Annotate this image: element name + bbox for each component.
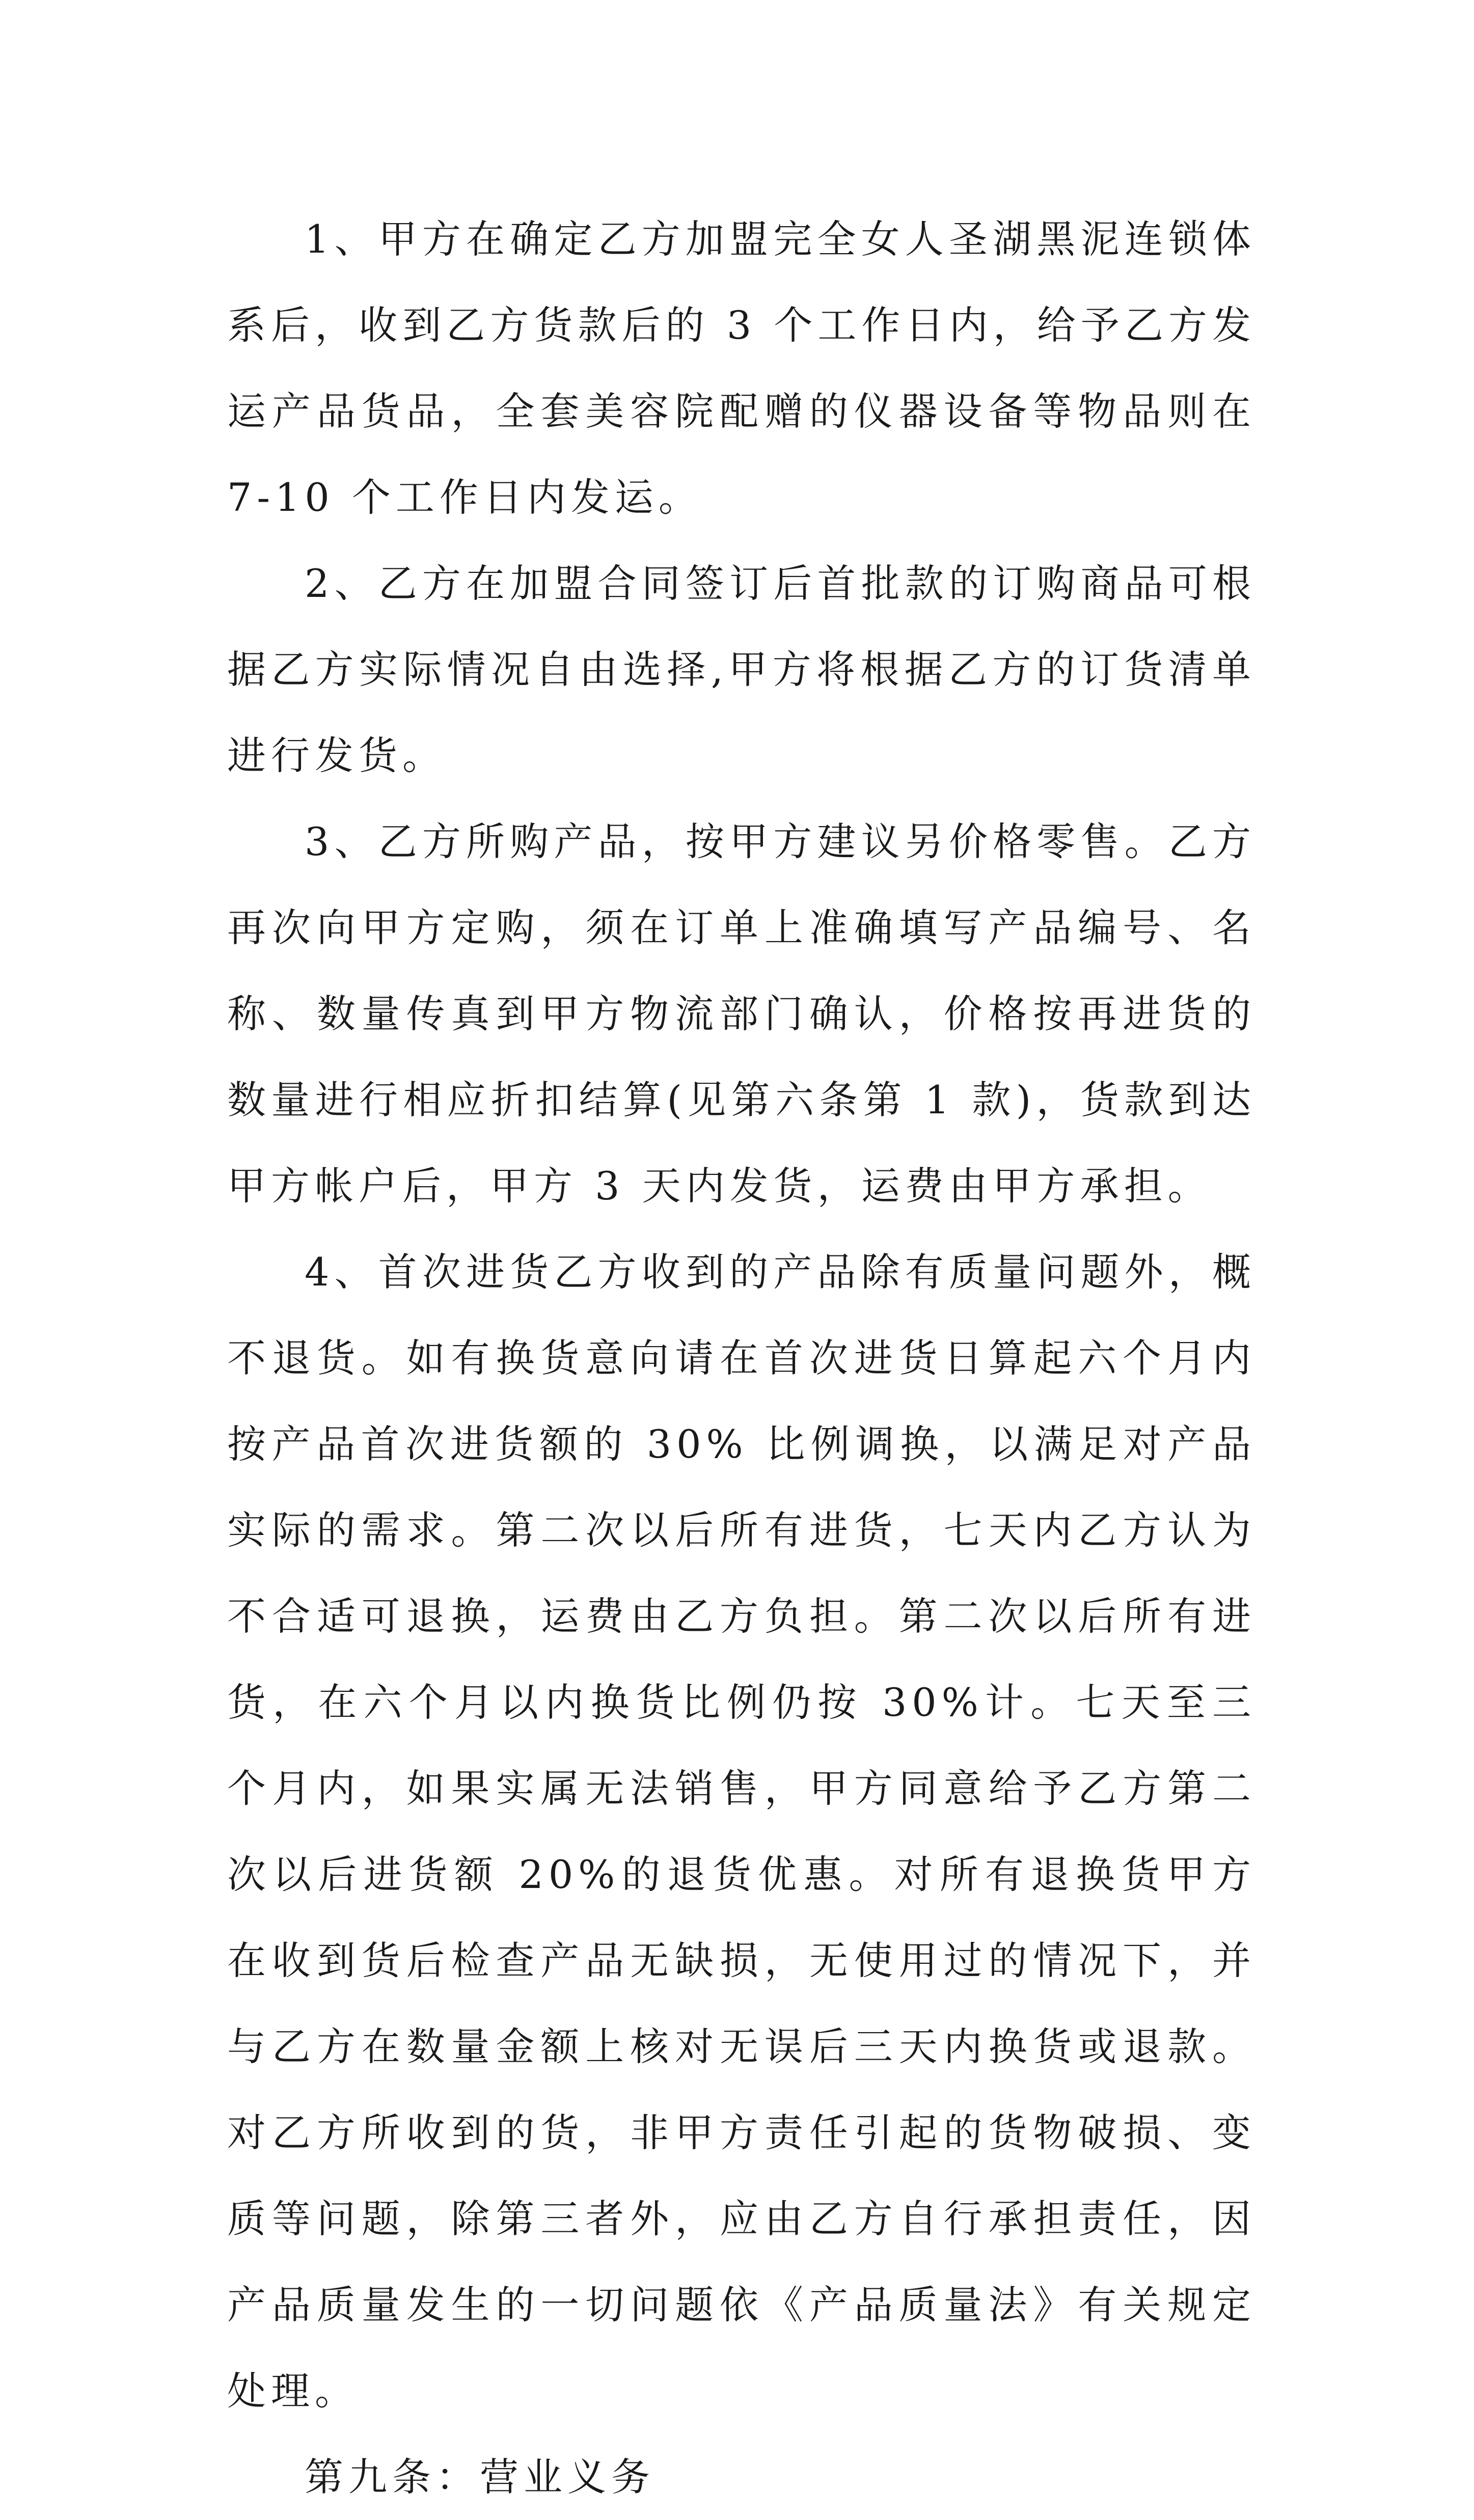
clause-2-paragraph: 2、乙方在加盟合同签订后首批款的订购商品可根据乙方实际情况自由选择,甲方将根据乙方的订货清单进行发货。 bbox=[227, 561, 1256, 778]
document-body bbox=[227, 196, 1256, 2520]
clause-3-paragraph: 3、乙方所购产品，按甲方建议另价格零售。乙方再次向甲方定购，须在订单上准确填写产品编号、名称、数量传真到甲方物流部门确认，价格按再进货的数量进行相应折扣结算(见第六条第 1 款)，货款到达甲方帐户后，甲方 3 天内发货，运费由甲方承担。 bbox=[227, 819, 1256, 1209]
clause-1-paragraph: 1、甲方在确定乙方加盟完全女人圣湖黑泥连锁体系后，收到乙方货款后的 3 个工作日内，给予乙方发运产品货品，全套美容院配赠的仪器设备等物品则在 7-10 个工作日内发运。 bbox=[227, 216, 1256, 520]
article-9-heading: 第九条：营业义务 bbox=[305, 2454, 655, 2500]
clause-4-paragraph: 4、首次进货乙方收到的产品除有质量问题外，概不退货。如有换货意向请在首次进货日算起六个月内按产品首次进货额的 30% 比例调换，以满足对产品实际的需求。第二次以后所有进货，七天内乙方认为不合适可退换，运费由乙方负担。第二次以后所有进货，在六个月以内换货比例仍按 30%计。七天至三个月内，如果实属无法销售，甲方同意给予乙方第二次以后进货额 20%的退货优惠。对所有退换货甲方在收到货后检查产品无缺损，无使用过的情况下，并与乙方在数量金额上核对无误后三天内换货或退款。对乙方所收到的货，非甲方责任引起的货物破损、变质等问题，除第三者外，应由乙方自行承担责任，因产品质量发生的一切问题依《产品质量法》有关规定处理。 bbox=[227, 1249, 1256, 2414]
